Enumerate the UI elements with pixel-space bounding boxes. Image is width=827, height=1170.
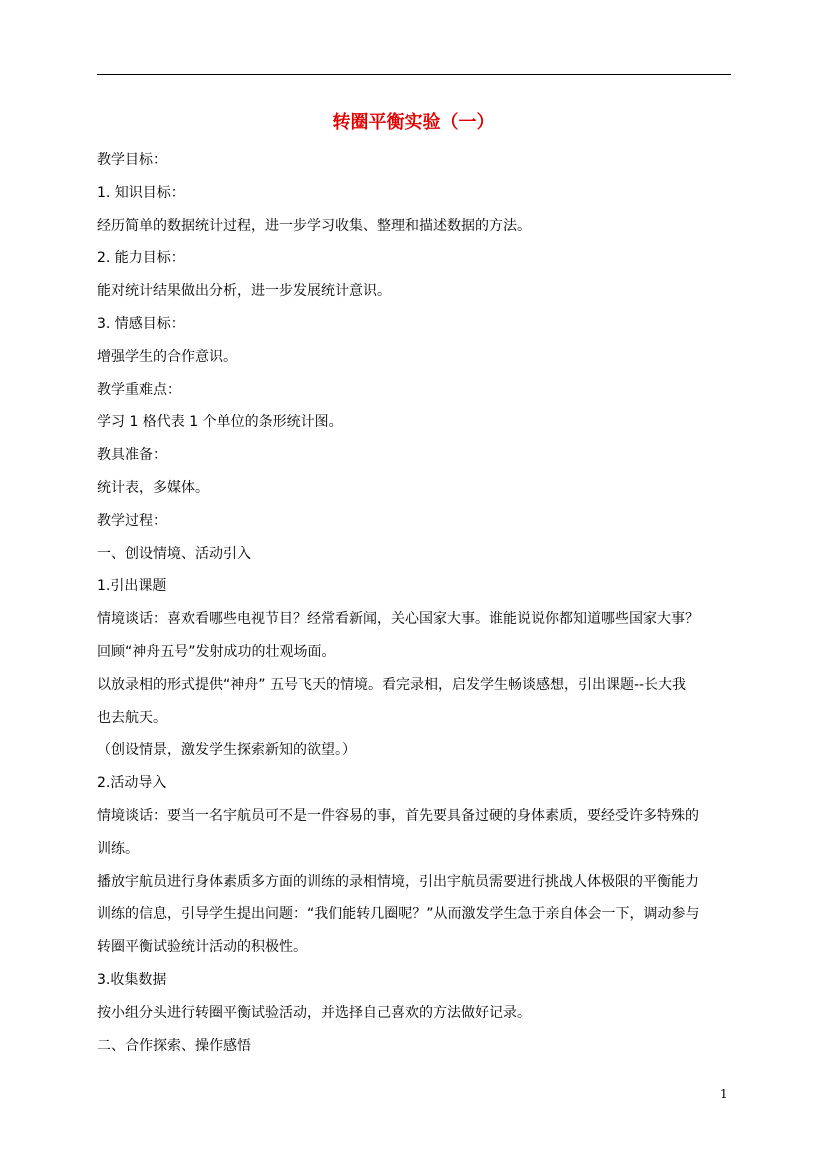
text-line: 1. 知识目标： xyxy=(97,184,185,201)
text-line: 能对统计结果做出分析，进一步发展统计意识。 xyxy=(97,283,391,300)
text-line: 教学过程： xyxy=(97,512,167,529)
text-line: 增强学生的合作意识。 xyxy=(97,348,237,365)
text-line: 二、合作探索、操作感悟 xyxy=(97,1037,251,1054)
text-line: 一、创设情境、活动引入 xyxy=(97,545,251,562)
text-line: 教学重难点： xyxy=(97,381,181,398)
text-line: 3.收集数据 xyxy=(97,971,167,988)
text-line: 转圈平衡试验统计活动的积极性。 xyxy=(97,939,307,956)
text-line: 1.引出课题 xyxy=(97,578,167,595)
document-title: 转圈平衡实验（一） xyxy=(332,112,495,133)
text-line: 也去航天。 xyxy=(97,709,167,726)
text-line: 统计表，多媒体。 xyxy=(97,479,209,496)
text-line: 经历简单的数据统计过程，进一步学习收集、整理和描述数据的方法。 xyxy=(97,217,531,234)
page-number: 1 xyxy=(720,1087,728,1101)
text-line: 教具准备： xyxy=(97,447,167,464)
text-line: 教学目标： xyxy=(97,152,167,168)
text-line: 情境谈话：喜欢看哪些电视节目？经常看新闻，关心国家大事。谁能说说你都知道哪些国家大事？ xyxy=(97,611,699,628)
text-line: 情境谈话：要当一名宇航员可不是一件容易的事，首先要具备过硬的身体素质，要经受许多特殊的 xyxy=(97,807,699,824)
text-line: 训练。 xyxy=(97,840,139,857)
text-line: （创设情景，激发学生探索新知的欲望。） xyxy=(97,742,356,759)
document-body xyxy=(97,149,733,1067)
text-line: 学习 1 格代表 1 个单位的条形统计图。 xyxy=(97,414,343,431)
text-line: 回顾“神舟五号”发射成功的壮观场面。 xyxy=(97,643,336,660)
text-line: 2.活动导入 xyxy=(97,775,167,792)
text-line: 以放录相的形式提供“神舟” 五号飞天的情境。看完录相，启发学生畅谈感想，引出课题--长大我 xyxy=(97,676,687,693)
text-line: 播放宇航员进行身体素质多方面的训练的录相情境，引出宇航员需要进行挑战人体极限的平衡能力 xyxy=(97,873,699,890)
header-rule xyxy=(97,74,731,75)
text-line: 训练的信息，引导学生提出问题：“我们能转几圈呢？”从而激发学生急于亲自体会一下，调动参与 xyxy=(97,906,700,923)
text-line: 2. 能力目标： xyxy=(97,250,185,267)
text-line: 按小组分头进行转圈平衡试验活动，并选择自己喜欢的方法做好记录。 xyxy=(97,1004,531,1021)
text-line: 3. 情感目标： xyxy=(97,315,185,332)
